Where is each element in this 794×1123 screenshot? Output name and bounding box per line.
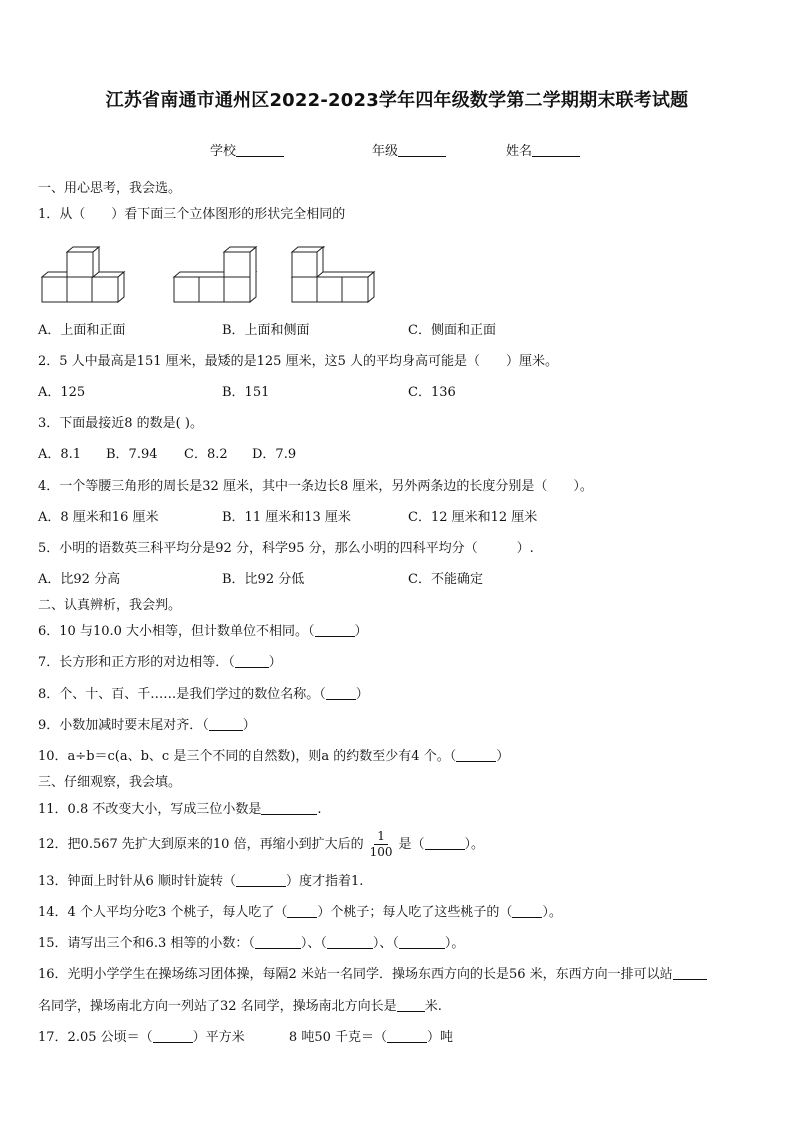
question-11: 11．0.8 不改变大小，写成三位小数是 . [38,802,322,817]
q2-option-a[interactable]: A．125 [38,385,86,400]
q6-answer-blank[interactable] [315,623,355,637]
q3-option-c[interactable]: C．8.2 [184,447,228,462]
question-17: 17．2.05 公顷＝（ ）平方米 8 吨50 千克＝（ ）吨 [38,1030,454,1045]
q12-answer-blank[interactable] [425,836,465,850]
question-7: 7．长方形和正方形的对边相等．（ ） [38,655,282,670]
q4-option-a[interactable]: A．8 厘米和16 厘米 [38,510,159,525]
grade-blank[interactable] [398,143,446,157]
q4-option-b[interactable]: B．11 厘米和13 厘米 [222,510,351,525]
question-1: 1．从（ ）看下面三个立体图形的形状完全相同的 [38,207,346,222]
grade-field: 年级 [372,140,446,159]
q3-option-a[interactable]: A．8.1 [38,447,82,462]
q7-answer-blank[interactable] [235,654,269,668]
cube-figure-3 [290,240,380,305]
cube-figure-2 [172,240,262,305]
question-4: 4．一个等腰三角形的周长是32 厘米，其中一条边长8 厘米，另外两条边的长度分别是（ ）。 [38,479,593,494]
q5-option-a[interactable]: A．比92 分高 [38,572,121,587]
q1-option-b[interactable]: B．上面和侧面 [222,323,310,338]
name-field: 姓名 [506,140,580,159]
q15-answer-blank-2[interactable] [327,935,373,949]
question-2: 2．5 人中最高是151 厘米，最矮的是125 厘米，这5 人的平均身高可能是（ ）厘米。 [38,354,558,369]
q10-answer-blank[interactable] [456,748,496,762]
q13-answer-blank[interactable] [236,873,286,887]
question-12: 12．把0.567 先扩大到原来的10 倍，再缩小到扩大后的 $\frac{1}{100}$ 是（ ）。 [38,829,485,859]
q8-answer-blank[interactable] [326,686,356,700]
q16-answer-blank-1[interactable] [673,966,707,980]
q11-answer-blank[interactable] [261,801,317,815]
question-15: 15．请写出三个和6.3 相等的小数：（ ）、（ ）、（ ）。 [38,936,465,951]
q4-option-c[interactable]: C．12 厘米和12 厘米 [408,510,538,525]
q16-answer-blank-2[interactable] [397,998,425,1012]
q3-option-b[interactable]: B．7.94 [106,447,158,462]
question-3: 3．下面最接近8 的数是( )。 [38,416,203,431]
q9-answer-blank[interactable] [209,717,243,731]
question-9: 9．小数加减时要末尾对齐．（ ） [38,718,256,733]
q1-option-a[interactable]: A．上面和正面 [38,323,126,338]
q2-option-c[interactable]: C．136 [408,385,456,400]
section-2-heading: 二、认真辨析，我会判。 [38,598,182,613]
question-13: 13．钟面上时针从6 顺时针旋转（ ）度才指着1. [38,874,364,889]
question-8: 8．个、十、百、千……是我们学过的数位名称。（ ） [38,687,369,702]
q14-answer-blank-1[interactable] [287,904,317,918]
section-3-heading: 三、仔细观察，我会填。 [38,775,182,790]
section-1-heading: 一、用心思考，我会选。 [38,181,182,196]
q14-answer-blank-2[interactable] [512,904,542,918]
q5-option-c[interactable]: C．不能确定 [408,572,483,587]
q1-option-c[interactable]: C．侧面和正面 [408,323,496,338]
question-10: 10．a÷b＝c(a、b、c 是三个不同的自然数)，则a 的约数至少有4 个。（ ） [38,749,510,764]
q15-answer-blank-3[interactable] [399,935,445,949]
q5-option-b[interactable]: B．比92 分低 [222,572,305,587]
school-field: 学校 [210,140,284,159]
q17-answer-blank-1[interactable] [153,1029,193,1043]
question-16-line-1: 16．光明小学学生在操场练习团体操，每隔2 米站一名同学．操场东西方向的长是56 米，东西方向一排可以站 [38,966,707,984]
question-14: 14．4 个人平均分吃3 个桃子，每人吃了（ ）个桃子；每人吃了这些桃子的（ ）。 [38,905,562,920]
page-title: 江苏省南通市通州区2022-2023学年四年级数学第二学期期末联考试题 [105,90,689,111]
name-blank[interactable] [532,143,580,157]
school-blank[interactable] [236,143,284,157]
question-16-line-2: 名同学，操场南北方向一列站了32 名同学，操场南北方向长是 米. [38,999,442,1014]
q3-option-d[interactable]: D．7.9 [252,447,297,462]
question-6: 6．10 与10.0 大小相等，但计数单位不相同。（ ） [38,624,368,639]
q2-option-b[interactable]: B．151 [222,385,270,400]
q17-answer-blank-2[interactable] [387,1029,427,1043]
cube-figure-1 [40,240,130,305]
question-5: 5．小明的语数英三科平均分是92 分，科学95 分，那么小明的四科平均分（ ）. [38,541,534,556]
fraction-one-hundredth: $\frac{1}{100}$ [369,829,393,859]
q15-answer-blank-1[interactable] [255,935,301,949]
